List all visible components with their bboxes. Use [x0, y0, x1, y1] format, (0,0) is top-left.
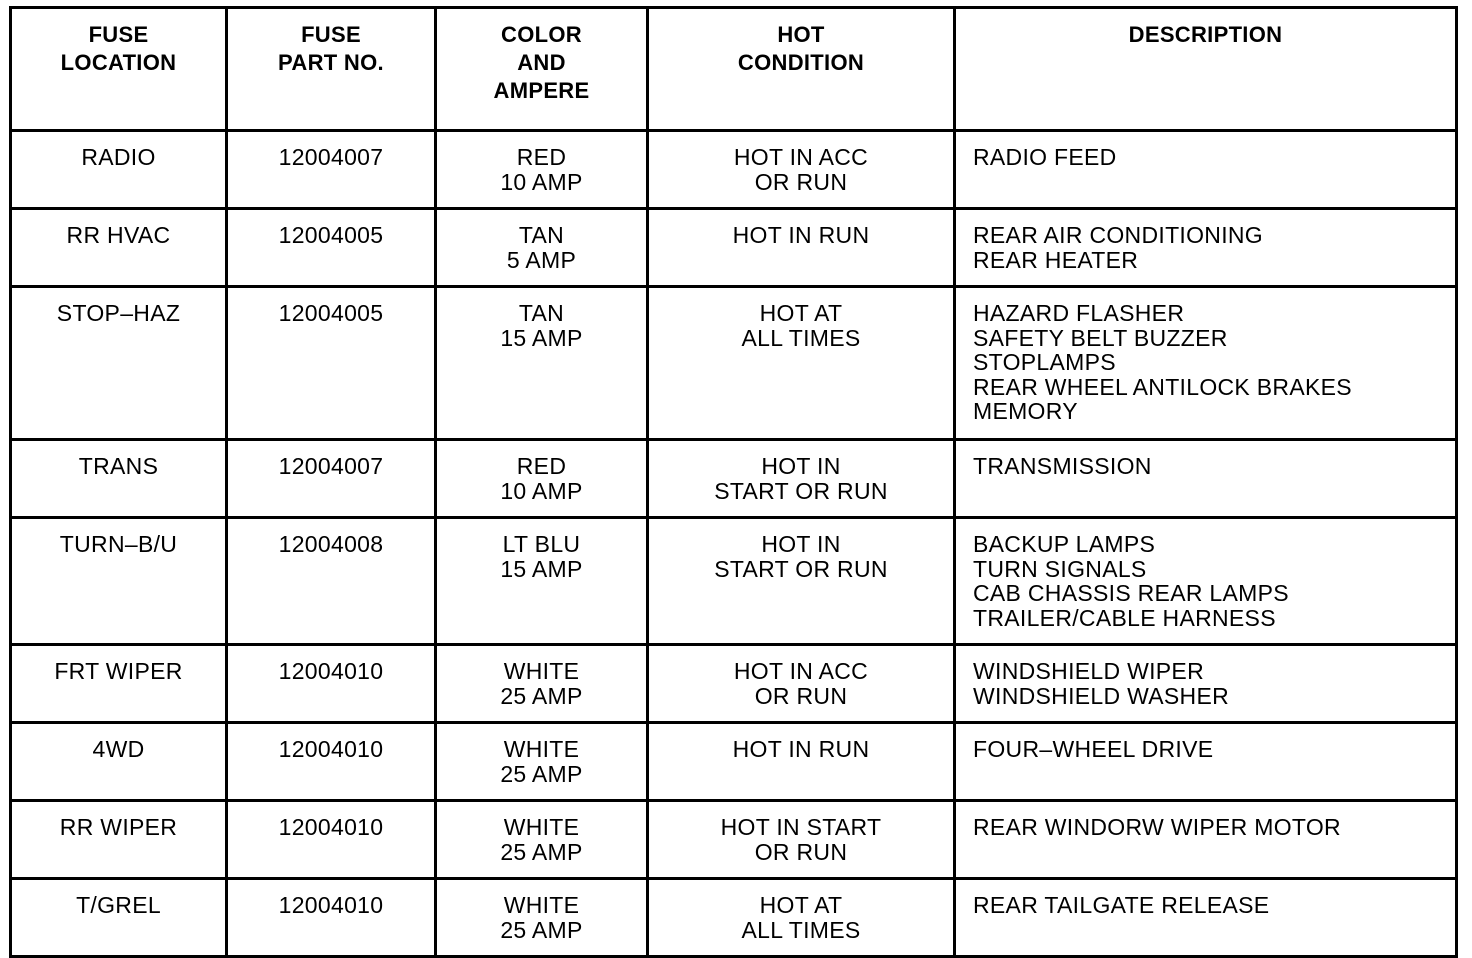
- table-row: [11, 645, 1457, 723]
- fuse-location-cell: RADIO: [11, 131, 227, 209]
- table-row: [11, 801, 1457, 879]
- table-row: [11, 879, 1457, 957]
- hot-condition-cell: HOT AT ALL TIMES: [648, 879, 955, 957]
- part-number-cell: 12004007: [227, 440, 436, 518]
- header-description: DESCRIPTION: [955, 8, 1457, 131]
- header-hot-condition: HOT CONDITION: [648, 8, 955, 131]
- hot-condition-cell: HOT IN START OR RUN: [648, 440, 955, 518]
- part-number-cell: 12004007: [227, 131, 436, 209]
- hot-condition-cell: HOT IN RUN: [648, 209, 955, 287]
- fuse-location-cell: TRANS: [11, 440, 227, 518]
- description-cell: FOUR–WHEEL DRIVE: [955, 723, 1457, 801]
- fuse-location-cell: RR HVAC: [11, 209, 227, 287]
- part-number-cell: 12004010: [227, 723, 436, 801]
- table-row: [11, 723, 1457, 801]
- hot-condition-cell: HOT AT ALL TIMES: [648, 287, 955, 440]
- description-cell: TRANSMISSION: [955, 440, 1457, 518]
- description-cell: HAZARD FLASHER SAFETY BELT BUZZER STOPLAMPS REAR WHEEL ANTILOCK BRAKES MEMORY: [955, 287, 1457, 440]
- hot-condition-cell: HOT IN ACC OR RUN: [648, 131, 955, 209]
- hot-condition-cell: HOT IN START OR RUN: [648, 518, 955, 645]
- color-ampere-cell: WHITE 25 AMP: [436, 645, 648, 723]
- color-ampere-cell: WHITE 25 AMP: [436, 723, 648, 801]
- description-cell: REAR TAILGATE RELEASE: [955, 879, 1457, 957]
- table-row: [11, 440, 1457, 518]
- header-row: [11, 8, 1457, 131]
- table-row: [11, 518, 1457, 645]
- fuse-location-cell: RR WIPER: [11, 801, 227, 879]
- hot-condition-cell: HOT IN RUN: [648, 723, 955, 801]
- color-ampere-cell: WHITE 25 AMP: [436, 801, 648, 879]
- table-row: [11, 131, 1457, 209]
- part-number-cell: 12004010: [227, 645, 436, 723]
- table-row: [11, 209, 1457, 287]
- header-fuse-location: FUSE LOCATION: [11, 8, 227, 131]
- hot-condition-cell: HOT IN START OR RUN: [648, 801, 955, 879]
- color-ampere-cell: RED 10 AMP: [436, 131, 648, 209]
- part-number-cell: 12004010: [227, 801, 436, 879]
- fuse-location-cell: T/GREL: [11, 879, 227, 957]
- fuse-location-cell: FRT WIPER: [11, 645, 227, 723]
- color-ampere-cell: TAN 5 AMP: [436, 209, 648, 287]
- hot-condition-cell: HOT IN ACC OR RUN: [648, 645, 955, 723]
- description-cell: WINDSHIELD WIPER WINDSHIELD WASHER: [955, 645, 1457, 723]
- color-ampere-cell: TAN 15 AMP: [436, 287, 648, 440]
- header-fuse-part-no: FUSE PART NO.: [227, 8, 436, 131]
- part-number-cell: 12004005: [227, 209, 436, 287]
- description-cell: REAR WINDORW WIPER MOTOR: [955, 801, 1457, 879]
- fuse-location-cell: 4WD: [11, 723, 227, 801]
- part-number-cell: 12004005: [227, 287, 436, 440]
- table-row: [11, 287, 1457, 440]
- description-cell: REAR AIR CONDITIONING REAR HEATER: [955, 209, 1457, 287]
- description-cell: RADIO FEED: [955, 131, 1457, 209]
- color-ampere-cell: WHITE 25 AMP: [436, 879, 648, 957]
- header-color-ampere: COLOR AND AMPERE: [436, 8, 648, 131]
- description-cell: BACKUP LAMPS TURN SIGNALS CAB CHASSIS REAR LAMPS TRAILER/CABLE HARNESS: [955, 518, 1457, 645]
- fuse-location-cell: TURN–B/U: [11, 518, 227, 645]
- fuse-table: [9, 6, 1458, 958]
- fuse-location-cell: STOP–HAZ: [11, 287, 227, 440]
- part-number-cell: 12004008: [227, 518, 436, 645]
- color-ampere-cell: LT BLU 15 AMP: [436, 518, 648, 645]
- color-ampere-cell: RED 10 AMP: [436, 440, 648, 518]
- part-number-cell: 12004010: [227, 879, 436, 957]
